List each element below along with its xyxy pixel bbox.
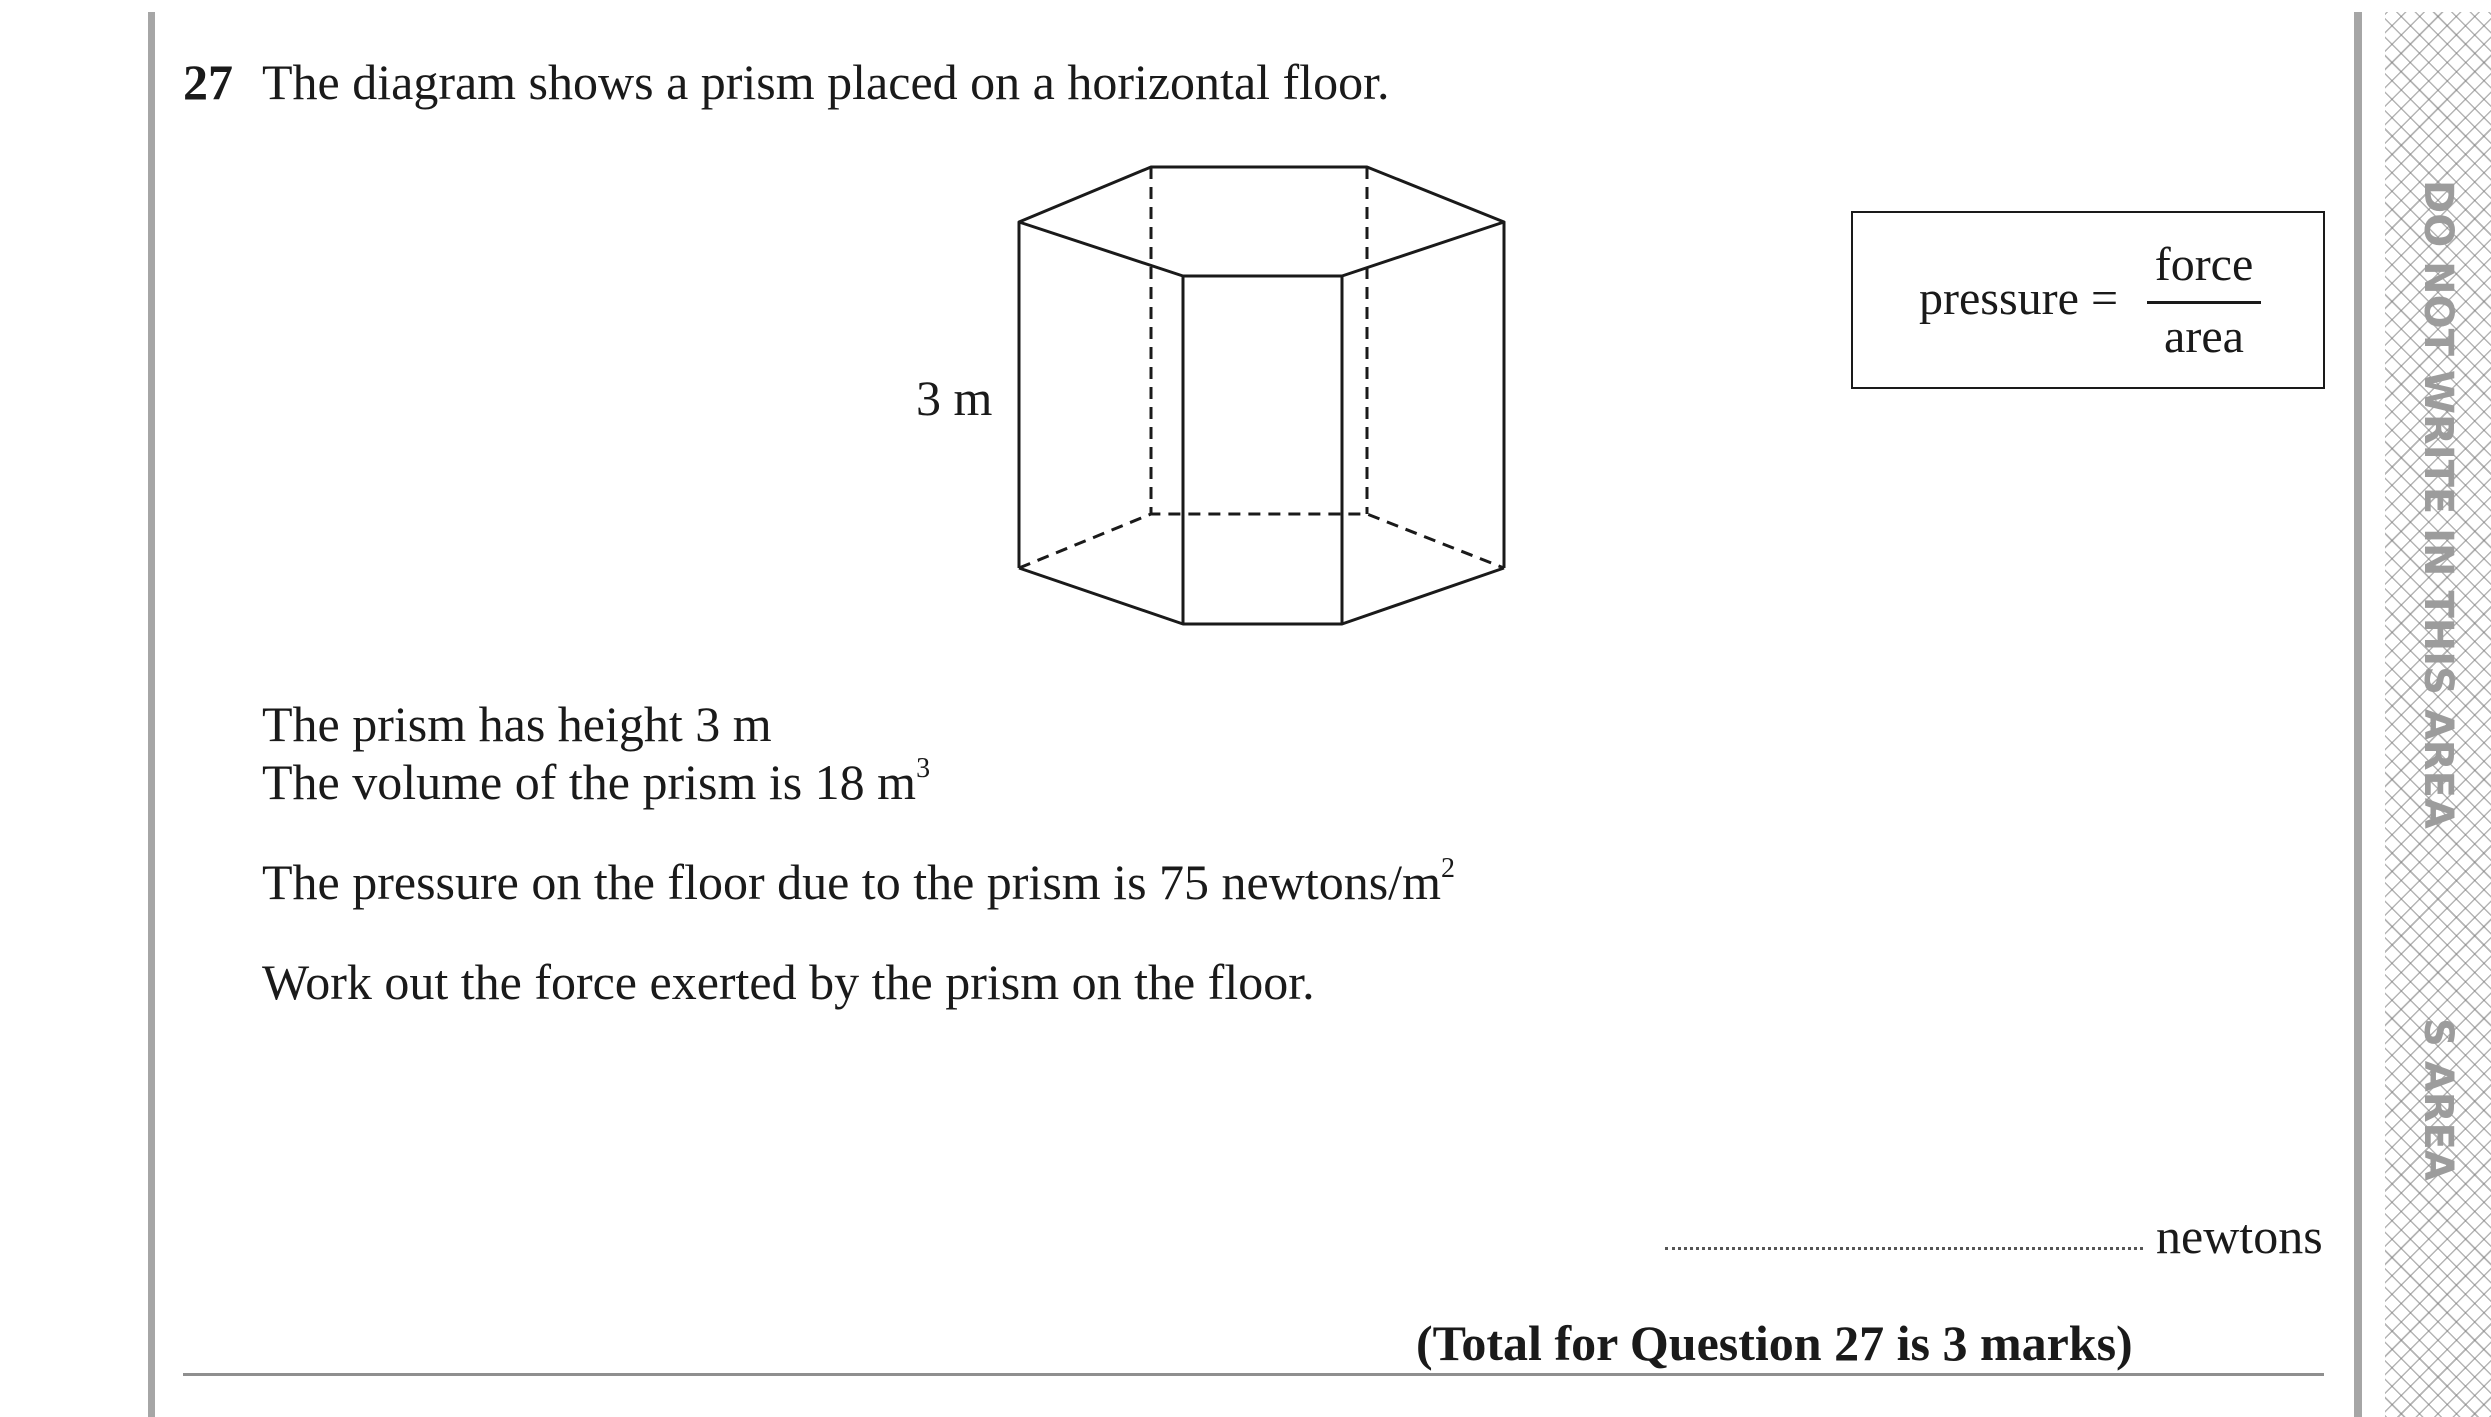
pressure-exponent: 2 bbox=[1440, 853, 1455, 885]
margin-warning-text: DO NOT WRITE IN THIS AREA bbox=[2415, 180, 2461, 829]
task-statement: Work out the force exerted by the prism on the floor. bbox=[262, 954, 1315, 1010]
volume-exponent: 3 bbox=[916, 753, 931, 785]
margin-warning-text-partial: S AREA bbox=[2415, 1018, 2461, 1181]
volume-text: The volume of the prism is 18 m bbox=[262, 754, 917, 810]
right-margin-rule bbox=[2354, 12, 2362, 1417]
bottom-rule bbox=[183, 1373, 2324, 1376]
hexagonal-prism-diagram bbox=[1000, 150, 1520, 650]
question-number: 27 bbox=[183, 54, 233, 110]
answer-line[interactable] bbox=[1665, 1247, 2143, 1250]
answer-unit: newtons bbox=[2156, 1208, 2323, 1264]
formula-lhs: pressure = bbox=[1919, 272, 2119, 325]
formula-box bbox=[1851, 211, 2325, 389]
formula-numerator: force bbox=[2154, 238, 2254, 291]
prism-bottom-edges bbox=[1019, 568, 1504, 624]
prism-top-face bbox=[1019, 167, 1504, 276]
left-margin-rule bbox=[148, 12, 155, 1417]
pressure-statement bbox=[262, 852, 1455, 912]
question-total: (Total for Question 27 is 3 marks) bbox=[1416, 1315, 2133, 1371]
height-statement: The prism has height 3 m bbox=[262, 696, 772, 752]
formula-denominator: area bbox=[2164, 310, 2244, 363]
fraction-bar bbox=[2147, 301, 2261, 304]
height-label: 3 m bbox=[916, 370, 993, 426]
pressure-text: The pressure on the floor due to the prism is 75 newtons/m bbox=[262, 854, 1441, 910]
prism-hidden-base bbox=[1019, 514, 1504, 568]
question-stem: The diagram shows a prism placed on a horizontal floor. bbox=[262, 54, 1390, 110]
volume-statement bbox=[262, 752, 930, 812]
